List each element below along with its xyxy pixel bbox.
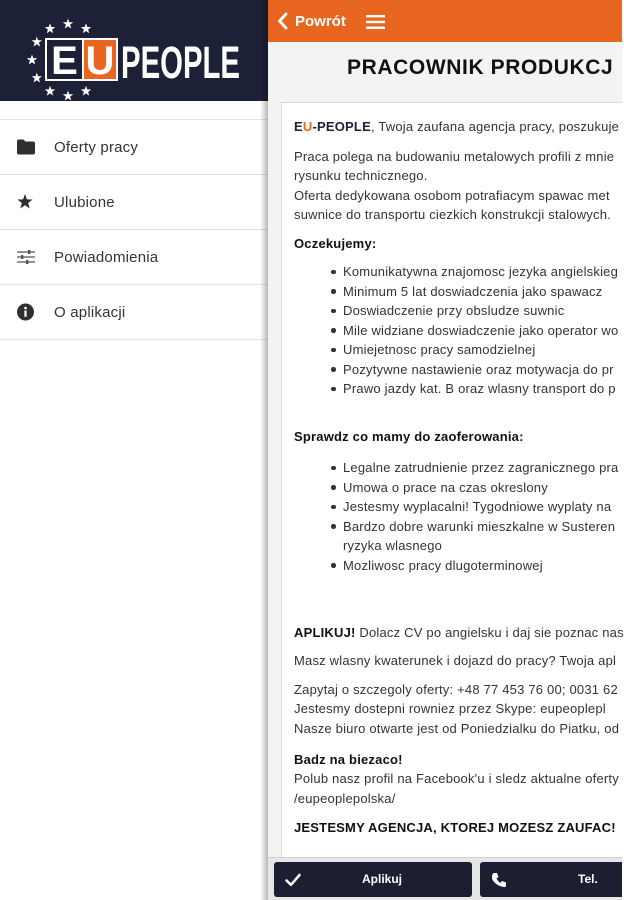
phone-button-label: Tel. — [578, 872, 598, 886]
logo-star — [63, 91, 73, 101]
requirement-item: Prawo jazdy kat. B oraz wlasny transport do p — [294, 379, 622, 399]
sidebar-item-label: O aplikacji — [54, 303, 126, 321]
logo-star — [27, 55, 37, 65]
info-icon — [17, 304, 34, 321]
stay-updated-line: /eupeoplepolska/ — [294, 790, 396, 806]
phone-button[interactable] — [480, 862, 622, 897]
own-housing-paragraph: Masz wlasny kwaterunek i dojazd do pracy? Twoja apl — [294, 653, 617, 668]
benefit-item-line: Bardzo dobre warunki mieszkalne w Susteren — [343, 518, 616, 534]
folder-icon — [17, 140, 35, 155]
check-icon-svg — [285, 873, 301, 886]
sidebar-item-notifications[interactable] — [0, 230, 268, 285]
intro-text: , Twoja zaufana agencja pracy, poszukuje — [370, 119, 620, 134]
back-button-label: Powrót — [295, 12, 346, 30]
sidebar-item-job-offers[interactable] — [0, 120, 268, 175]
apply-button-label: Aplikuj — [362, 872, 403, 886]
logo-letter-e: E — [51, 39, 78, 83]
logo-star — [45, 23, 55, 33]
sidebar-item-label: Powiadomienia — [54, 248, 159, 266]
description-paragraph — [294, 147, 622, 225]
logo-star — [81, 86, 91, 96]
requirements-heading: Oczekujemy: — [294, 235, 377, 251]
requirements-list — [294, 262, 622, 399]
star-icon — [17, 194, 33, 210]
back-button[interactable] — [277, 0, 346, 42]
description-line: Oferta dedykowana osobom potrafiacym spawac met — [294, 187, 610, 203]
sidebar-menu — [0, 119, 268, 340]
apply-paragraph — [294, 623, 622, 643]
logo-header — [0, 0, 268, 101]
benefit-item: Jestesmy wyplacalni! Tygodniowe wyplaty na — [294, 497, 622, 517]
panel-shadow — [260, 0, 268, 900]
intro-line — [294, 117, 622, 137]
sidebar-item-label: Ulubione — [54, 193, 115, 211]
apply-text: Dolacz CV po angielsku i daj sie poznac nas — [355, 624, 624, 640]
sidebar-item-favorites[interactable] — [0, 175, 268, 230]
requirement-item: Doswiadczenie przy obsludze suwnic — [294, 301, 622, 321]
benefits-heading: Sprawdz co mamy do zaoferowania: — [294, 429, 524, 444]
contact-line: Nasze biuro otwarte jest od Poniedzialku do Piatku, od — [294, 720, 620, 736]
apply-callout: APLIKUJ! — [294, 624, 356, 640]
logo-star — [32, 73, 42, 83]
benefits-list — [294, 458, 622, 575]
stay-updated-paragraph — [294, 750, 622, 809]
check-icon — [285, 873, 301, 886]
contact-line: Zapytaj o szczegoly oferty: +48 77 453 76 00; 0031 62 — [294, 681, 618, 697]
job-detail-panel — [268, 0, 622, 900]
info-icon-svg — [17, 304, 34, 321]
contact-line: Jestesmy dostepni rowniez przez Skype: eupeoplepl — [294, 701, 606, 716]
chevron-left-icon — [277, 12, 288, 30]
logo-star — [45, 86, 55, 96]
top-bar — [268, 0, 622, 42]
stay-updated-heading: Badz na biezaco! — [294, 751, 403, 767]
phone-icon — [491, 872, 507, 888]
star-icon-svg — [17, 194, 33, 210]
trust-statement: JESTESMY AGENCJA, KTOREJ MOZESZ ZAUFAC! — [294, 820, 616, 835]
brand-letter-u: U — [302, 119, 313, 134]
job-description-card — [281, 102, 622, 857]
logo-star — [63, 19, 73, 29]
requirement-item: Minimum 5 lat doswiadczenia jako spawacz — [294, 282, 622, 302]
sidebar-item-about-app[interactable] — [0, 285, 268, 340]
benefit-item-line: ryzyka wlasnego — [343, 538, 443, 553]
benefit-item: Legalne zatrudnienie przez zagranicznego pra — [294, 458, 622, 478]
benefit-item — [294, 517, 622, 556]
logo-letter-u: U — [85, 39, 115, 83]
requirement-item: Pozytywne nastawienie oraz motywacja do pr — [294, 360, 622, 380]
apply-button[interactable] — [274, 862, 472, 897]
brand-name-rest: -PEOPLE — [312, 119, 371, 134]
logo-word-people: PEOPLE — [121, 37, 240, 88]
logo-star — [32, 37, 42, 47]
sidebar-item-label: Oferty pracy — [54, 138, 139, 156]
action-bar — [268, 857, 622, 900]
requirement-item: Komunikatywna znajomosc jezyka angielskieg — [294, 262, 622, 282]
sidebar — [0, 0, 268, 900]
phone-icon-svg — [491, 872, 507, 888]
stay-updated-line: Polub nasz profil na Facebook'u i sledz aktualne oferty — [294, 771, 619, 786]
sliders-icon-svg — [17, 250, 35, 264]
benefit-item: Umowa o prace na czas okreslony — [294, 478, 622, 498]
requirement-item: Mile widziane doswiadczenie jako operator wo — [294, 321, 622, 341]
brand-letter-e: E — [294, 119, 303, 134]
description-line: rysunku technicznego. — [294, 168, 428, 183]
eu-people-logo — [0, 0, 268, 101]
requirement-item: Umiejetnosc pracy samodzielnej — [294, 340, 622, 360]
description-line: Praca polega na budowaniu metalowych profili z mnie — [294, 148, 615, 164]
job-title: PRACOWNIK PRODUKCJ — [347, 56, 614, 79]
contact-paragraph — [294, 680, 622, 739]
benefit-item: Mozliwosc pracy dlugoterminowej — [294, 556, 622, 576]
description-line: suwnice do transportu ciezkich konstrukcji stalowych. — [294, 207, 611, 222]
hamburger-icon[interactable] — [366, 15, 385, 29]
folder-icon-svg — [17, 140, 35, 155]
logo-star — [81, 23, 91, 33]
sliders-icon — [17, 250, 35, 264]
